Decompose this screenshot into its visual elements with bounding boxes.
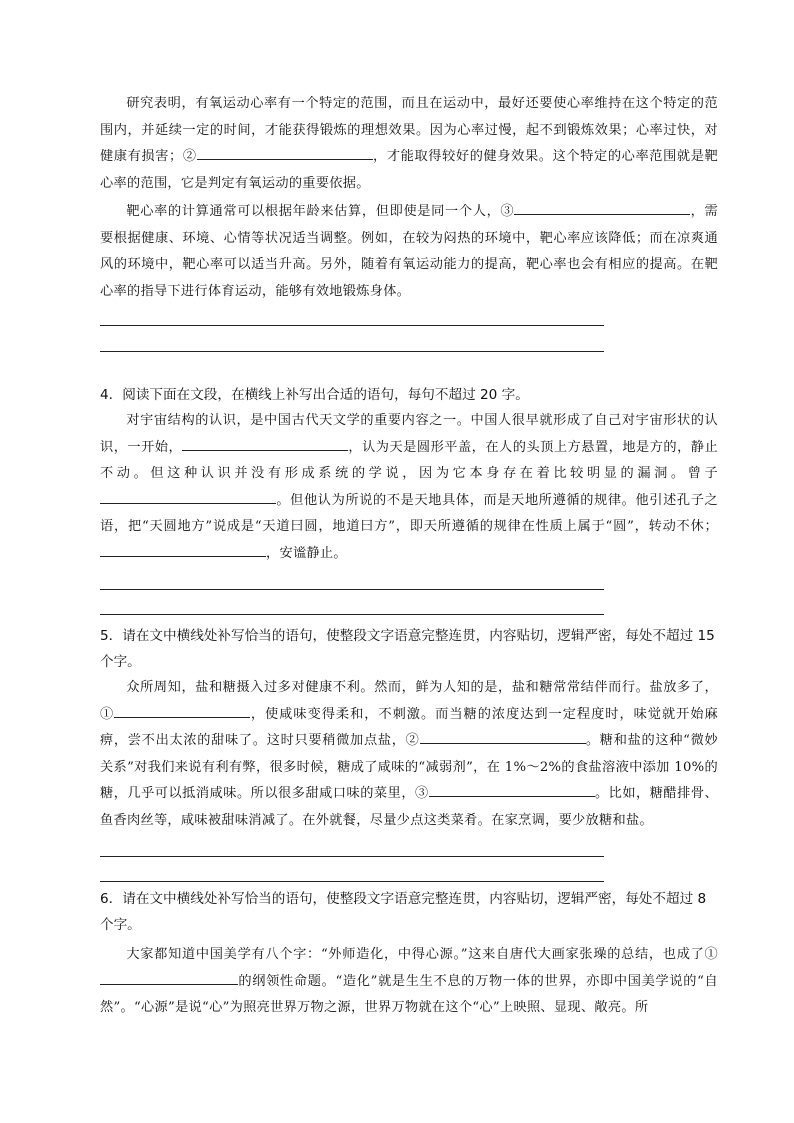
question-6-passage: 大家都知道中国美学有八个字：“外师造化，中得心源。”这来自唐代大画家张璪的总结，也成了①的纲领性命题。“造化”就是生生不息的万物一体的世界，亦即中国美学说的“自然”。“心源”是说“心”为照亮世界万物之源，世界万物就在这个“心”上映照、显现、敞亮。所 [100, 947, 718, 1016]
answer-line[interactable] [100, 614, 604, 615]
answer-line[interactable] [100, 881, 604, 882]
answer-blank-2[interactable] [197, 144, 373, 160]
answer-blank-3[interactable] [514, 199, 690, 215]
answer-blank-2[interactable] [420, 728, 586, 744]
answer-blank[interactable] [100, 488, 276, 504]
answer-line[interactable] [100, 856, 604, 857]
answer-blank[interactable] [100, 541, 266, 557]
answer-blank-1[interactable] [100, 969, 238, 985]
answer-blank-1[interactable] [114, 702, 250, 718]
paragraph-target-heart-rate-calculation: 靶心率的计算通常可以根据年龄来估算，但即使是同一个人，③ ，需要根据健康、环境、心情等状况适当调整。例如，在较为闷热的环境中，靶心率应该降低；而在凉爽通风的环境中，靶心率可以适当升高。另外，随着有氧运动能力的提高，靶心率也会有相应的提高。在靶心率的指导下进行体育运动，能够有效地锻炼身体。 [100, 199, 718, 305]
answer-line[interactable] [100, 325, 604, 326]
answer-line[interactable] [100, 351, 604, 352]
question-5-prompt: 5．请在文中横线处补写恰当的语句，使整段文字语意完整连贯，内容贴切，逻辑严密，每处不超过 15 个字。 [100, 628, 715, 670]
question-4-passage: 对宇宙结构的认识，是中国古代天文学的重要内容之一。中国人很早就形成了自己对宇宙形状的认识，一开始， ，认为天是圆形平盖，在人的头顶上方悬置，地是方的，静止不动。但这种认识并没有形成系统的学说，因为它本身存在着比较明显的漏洞。曾子。但他认为所说的不是天地具体，而是天地所遵循的规律。他引述孔子之语，把“天圆地方”说成是“天道曰圆，地道曰方”，即天所遵循的规律在性质上属于“圆”，转动不休；，安谧静止。 [100, 413, 718, 561]
answer-line[interactable] [100, 589, 604, 590]
question-6-prompt: 6．请在文中横线处补写恰当的语句，使整段文字语意完整连贯，内容贴切，逻辑严密，每处不超过 8 个字。 [100, 891, 707, 933]
question-5-passage: 众所周知，盐和糖摄入过多对健康不利。然而，鲜为人知的是，盐和糖常常结伴而行。盐放多了，① ，使咸味变得柔和，不刺激。而当糖的浓度达到一定程度时，味觉就开始麻痹，尝不出太浓的甜味了。这时只要稍微加点盐，② 。糖和盐的这种“微妙关系”对我们来说有利有弊，很多时候，糖成了咸味的“减弱剂”，在 1%～2%的食盐溶液中添加 10%的糖，几乎可以抵消咸味。所以很多甜咸口味的菜里，③ 。比如，糖醋排骨、鱼香肉丝等，咸味被甜味消减了。在外就餐，尽量少点这类菜肴。在家烹调，要少放糖和盐。 [100, 680, 719, 828]
answer-blank-3[interactable] [429, 781, 595, 797]
question-4-prompt: 4．阅读下面在文段，在横线上补写出合适的语句，每句不超过 20 字。 [100, 387, 529, 403]
paragraph-target-heart-rate-range: 研究表明，有氧运动心率有一个特定的范围，而且在运动中，最好还要使心率维持在这个特定的范围内，并延续一定的时间，才能获得锻炼的理想效果。因为心率过慢，起不到锻炼效果；心率过快，对健康有损害；② ，才能取得较好的健身效果。这个特定的心率范围就是靶心率的范围，它是判定有氧运动的重要依据。 [100, 96, 718, 191]
answer-blank[interactable] [182, 435, 348, 451]
